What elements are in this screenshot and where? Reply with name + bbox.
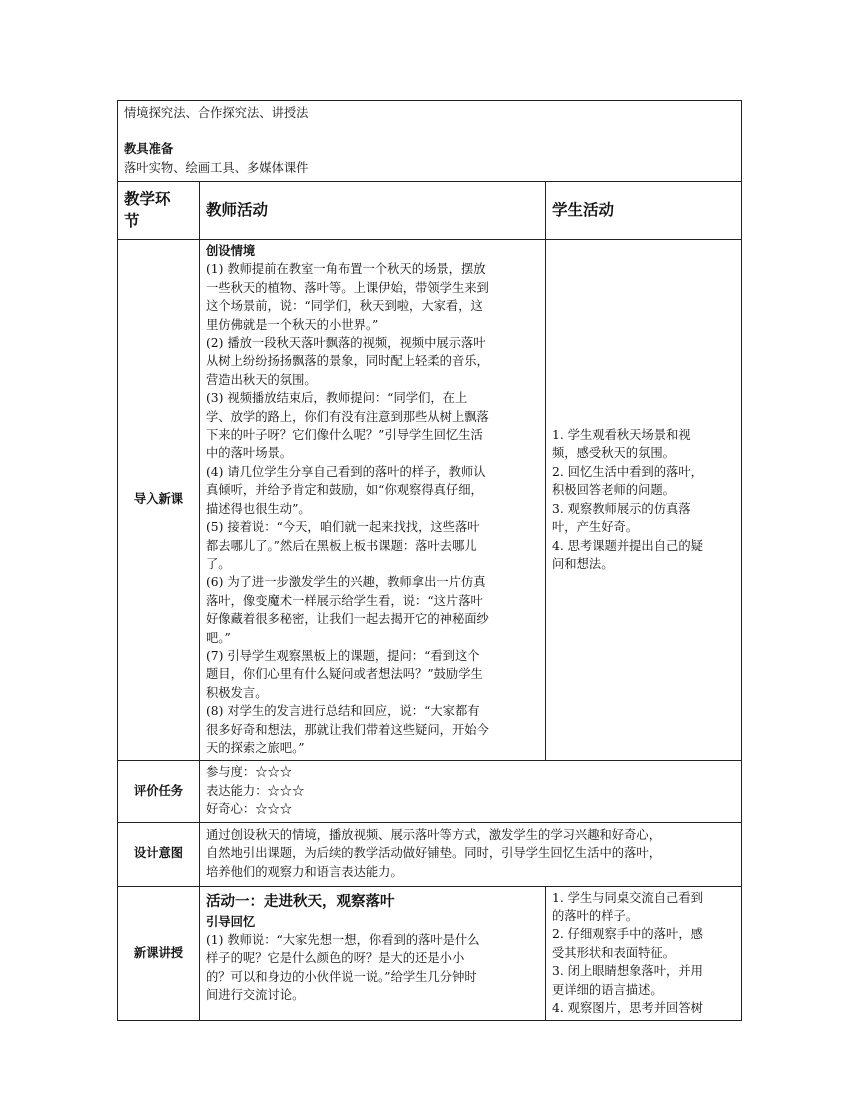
eval-line: 好奇心：☆☆☆: [206, 802, 293, 817]
teacher-line: 吧。”: [206, 630, 231, 645]
student-line: 受其形状和表面特征。: [552, 945, 675, 960]
teacher-line: 学、放学的路上，你们有没有注意到那些从树上飘落: [206, 409, 489, 424]
section-label-intro: 导入新课: [118, 240, 200, 761]
new-teacher-cell: [200, 886, 546, 1021]
teacher-line: 很多好奇和想法，那就让我们带着这些疑问，开始今: [206, 722, 489, 737]
eval-line: 参与度：☆☆☆: [206, 765, 293, 780]
header-student: 学生活动: [546, 182, 742, 240]
teacher-line: 营造出秋天的氛围。: [206, 372, 317, 387]
teacher-line: 里仿佛就是一个秋天的小世界。”: [206, 317, 379, 332]
student-line: 积极回答老师的问题。: [552, 483, 675, 498]
teacher-line: (1) 教师说：“大家先想一想，你看到的落叶是什么: [206, 933, 480, 947]
teacher-line: 这个场景前，说：“同学们，秋天到啦，大家看，这: [206, 299, 483, 314]
design-section-row: [118, 822, 742, 886]
intro-section-row: [118, 240, 742, 761]
section-label-eval: 评价任务: [118, 761, 200, 822]
teacher-line: 下来的叶子呀？它们像什么呢？”引导学生回忆生活: [206, 428, 483, 443]
teacher-line: 中的落叶场景。: [206, 446, 293, 461]
teacher-line: (2) 播放一段秋天落叶飘落的视频，视频中展示落叶: [206, 336, 486, 351]
design-line: 自然地引出课题，为后续的教学活动做好铺垫。同时，引导学生回忆生活中的落叶，: [206, 846, 661, 861]
new-student-cell: [546, 886, 742, 1021]
new-heading: 引导回忆: [206, 914, 256, 929]
intro-row: [118, 101, 742, 182]
eval-cell: [200, 761, 742, 822]
tools-heading: 教具准备: [124, 142, 174, 157]
student-line: 的落叶的样子。: [552, 909, 639, 923]
teacher-line: (6) 为了进一步激发学生的兴趣，教师拿出一片仿真: [206, 575, 486, 590]
teacher-line: (4) 请几位学生分享自己看到的落叶的样子，教师认: [206, 464, 486, 479]
teacher-line: 题目，你们心里有什么疑问或者想法吗？”鼓励学生: [206, 667, 483, 682]
teacher-line: 落叶，像变魔术一样展示给学生看，说：“这片落叶: [206, 593, 483, 608]
teacher-line: 样子的呢？它是什么颜色的呀？是大的还是小小: [206, 951, 465, 966]
teacher-line: (3) 视频播放结束后，教师提问：“同学们，在上: [206, 391, 468, 406]
student-line: 频，感受秋天的氛围。: [552, 446, 675, 461]
teacher-line: (5) 接着说：“今天，咱们就一起来找找，这些落叶: [206, 520, 480, 535]
student-line: 问和想法。: [552, 556, 614, 571]
student-line: 2. 回忆生活中看到的落叶，: [552, 464, 703, 479]
teacher-line: 天的探索之旅吧。”: [206, 740, 305, 755]
activity-title: 活动一：走进秋天，观察落叶: [206, 893, 395, 910]
teacher-line: 好像藏着很多秘密，让我们一起去揭开它的神秘面纱: [206, 612, 489, 627]
teacher-line: 间进行交流讨论。: [206, 988, 305, 1003]
student-line: 3. 闭上眼睛想象落叶，并用: [552, 964, 703, 979]
table-header-row: [118, 182, 742, 240]
design-cell: [200, 822, 742, 886]
student-line: 4. 思考课题并提出自己的疑: [552, 538, 703, 553]
teacher-line: 的？可以和身边的小伙伴说一说。”给学生几分钟时: [206, 969, 477, 984]
tools-text: 落叶实物、绘画工具、多媒体课件: [124, 160, 309, 175]
lesson-plan-table: [117, 100, 742, 1021]
section-label-design: 设计意图: [118, 822, 200, 886]
teacher-line: 从树上纷纷扬扬飘落的景象，同时配上轻柔的音乐，: [206, 354, 489, 369]
section-label-new: 新课讲授: [118, 886, 200, 1021]
intro-heading: 创设情境: [206, 244, 256, 258]
teacher-line: (7) 引导学生观察黑板上的课题，提问：“看到这个: [206, 648, 480, 663]
design-line: 培养他们的观察力和语言表达能力。: [206, 864, 403, 879]
intro-teacher-cell: [200, 240, 546, 761]
teacher-line: 真倾听，并给予肯定和鼓励，如“你观察得真仔细，: [206, 483, 483, 498]
teaching-methods: 情境探究法、合作探究法、讲授法: [124, 106, 309, 120]
student-line: 2. 仔细观察手中的落叶，感: [552, 927, 703, 942]
intro-cell: [118, 101, 742, 182]
eval-section-row: [118, 761, 742, 822]
intro-student-cell: [546, 240, 742, 761]
header-teacher: 教师活动: [200, 182, 546, 240]
student-line: 1. 学生与同桌交流自己看到: [552, 890, 703, 905]
design-line: 通过创设秋天的情境，播放视频、展示落叶等方式，激发学生的学习兴趣和好奇心，: [206, 827, 661, 842]
eval-line: 表达能力：☆☆☆: [206, 783, 305, 798]
teacher-line: (8) 对学生的发言进行总结和回应，说：“大家都有: [206, 704, 480, 719]
student-line: 3. 观察教师展示的仿真落: [552, 501, 691, 516]
teacher-line: 都去哪儿了。”然后在黑板上板书课题：落叶去哪儿: [206, 538, 477, 553]
teacher-line: 了。: [206, 556, 231, 571]
teacher-line: 积极发言。: [206, 685, 268, 700]
teacher-line: 描述得也很生动”。: [206, 501, 311, 516]
student-line: 叶，产生好奇。: [552, 520, 639, 535]
lesson-plan-page: [117, 100, 741, 1021]
new-section-row: [118, 886, 742, 1021]
student-line: 1. 学生观看秋天场景和视: [552, 428, 691, 443]
teacher-line: (1) 教师提前在教室一角布置一个秋天的场景，摆放: [206, 262, 486, 277]
student-line: 更详细的语言描述。: [552, 982, 663, 997]
header-stage: 教学环 节: [118, 182, 200, 240]
student-line: 4. 观察图片，思考并回答树: [552, 1001, 703, 1016]
teacher-line: 一些秋天的植物、落叶等。上课伊始，带领学生来到: [206, 280, 489, 295]
